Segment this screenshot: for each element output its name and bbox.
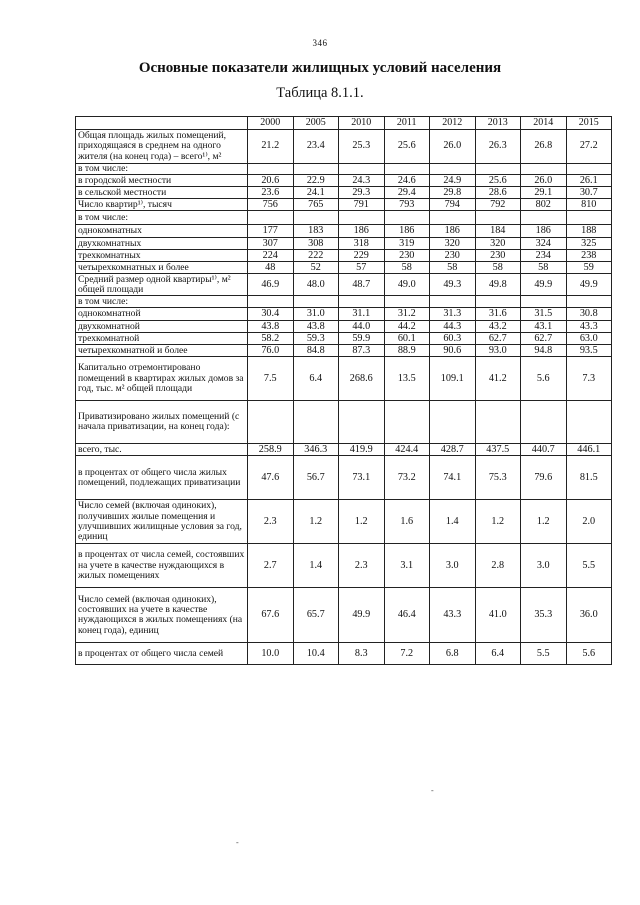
table-row (76, 130, 612, 164)
value-cell: 29.8 (430, 187, 476, 199)
row-label: трехкомнатных (76, 250, 248, 262)
value-cell: 319 (384, 238, 430, 250)
table-row (76, 211, 612, 225)
value-cell: 31.5 (521, 308, 567, 321)
value-cell: 41.2 (475, 357, 521, 401)
table-row (76, 250, 612, 262)
value-cell (430, 296, 476, 308)
value-cell: 1.6 (384, 500, 430, 544)
value-cell: 222 (293, 250, 339, 262)
value-cell: 60.3 (430, 333, 476, 345)
value-cell: 424.4 (384, 444, 430, 456)
value-cell: 3.1 (384, 544, 430, 588)
year-header-2015: 2015 (566, 117, 612, 130)
value-cell: 48 (248, 262, 294, 274)
value-cell: 21.2 (248, 130, 294, 164)
table-header-row (76, 117, 612, 130)
value-cell: 60.1 (384, 333, 430, 345)
value-cell: 794 (430, 199, 476, 211)
value-cell: 13.5 (384, 357, 430, 401)
value-cell: 58 (384, 262, 430, 274)
value-cell: 792 (475, 199, 521, 211)
value-cell: 6.4 (293, 357, 339, 401)
value-cell (475, 164, 521, 175)
value-cell: 65.7 (293, 588, 339, 643)
value-cell (475, 296, 521, 308)
value-cell: 30.8 (566, 308, 612, 321)
year-header-2014: 2014 (521, 117, 567, 130)
table-row (76, 321, 612, 333)
row-label: Приватизировано жилых помещений (с начала приватизации, на конец года): (76, 401, 248, 444)
value-cell: 446.1 (566, 444, 612, 456)
value-cell: 109.1 (430, 357, 476, 401)
value-cell: 87.3 (339, 345, 385, 357)
value-cell: 28.6 (475, 187, 521, 199)
value-cell: 6.4 (475, 643, 521, 665)
row-label: в том числе: (76, 164, 248, 175)
value-cell: 79.6 (521, 456, 567, 500)
value-cell (248, 164, 294, 175)
value-cell: 25.3 (339, 130, 385, 164)
value-cell: 30.4 (248, 308, 294, 321)
value-cell: 23.4 (293, 130, 339, 164)
value-cell: 41.0 (475, 588, 521, 643)
value-cell: 230 (430, 250, 476, 262)
value-cell: 10.4 (293, 643, 339, 665)
value-cell: 76.0 (248, 345, 294, 357)
row-label: двухкомнатной (76, 321, 248, 333)
value-cell (339, 211, 385, 225)
stray-mark: - (431, 786, 434, 795)
value-cell: 56.7 (293, 456, 339, 500)
value-cell: 58 (430, 262, 476, 274)
housing-indicators-table (75, 116, 612, 665)
value-cell: 44.0 (339, 321, 385, 333)
value-cell: 258.9 (248, 444, 294, 456)
value-cell: 320 (475, 238, 521, 250)
year-header-2012: 2012 (430, 117, 476, 130)
value-cell (521, 401, 567, 444)
row-label: трехкомнатной (76, 333, 248, 345)
value-cell (339, 401, 385, 444)
table-row (76, 308, 612, 321)
value-cell: 2.3 (339, 544, 385, 588)
value-cell: 2.7 (248, 544, 294, 588)
row-label: Число семей (включая одиноких), состоявших на учете в качестве нуждающихся в жилых помещениях (на конец года), единиц (76, 588, 248, 643)
table-row (76, 544, 612, 588)
value-cell: 793 (384, 199, 430, 211)
value-cell (430, 401, 476, 444)
value-cell: 428.7 (430, 444, 476, 456)
value-cell: 26.3 (475, 130, 521, 164)
year-header-2013: 2013 (475, 117, 521, 130)
value-cell: 186 (430, 225, 476, 238)
value-cell: 73.1 (339, 456, 385, 500)
value-cell (566, 164, 612, 175)
table-caption: Таблица 8.1.1. (276, 85, 364, 101)
row-label: четырехкомнатной и более (76, 345, 248, 357)
value-cell: 234 (521, 250, 567, 262)
value-cell: 184 (475, 225, 521, 238)
value-cell (475, 401, 521, 444)
value-cell (248, 296, 294, 308)
value-cell: 2.3 (248, 500, 294, 544)
value-cell: 791 (339, 199, 385, 211)
value-cell: 43.8 (248, 321, 294, 333)
value-cell: 44.2 (384, 321, 430, 333)
value-cell: 2.0 (566, 500, 612, 544)
value-cell: 36.0 (566, 588, 612, 643)
value-cell: 52 (293, 262, 339, 274)
value-cell: 49.0 (384, 274, 430, 296)
row-label: Общая площадь жилых помещений, приходящаяся в среднем на одного жителя (на конец года) – всего¹⁾, м² (76, 130, 248, 164)
value-cell: 29.3 (339, 187, 385, 199)
value-cell (566, 211, 612, 225)
value-cell: 1.2 (475, 500, 521, 544)
value-cell: 26.0 (521, 175, 567, 187)
table-row (76, 175, 612, 187)
row-label: в процентах от числа семей, состоявших на учете в качестве нуждающихся в жилых помещениях (76, 544, 248, 588)
value-cell: 93.0 (475, 345, 521, 357)
value-cell (521, 296, 567, 308)
value-cell: 229 (339, 250, 385, 262)
value-cell: 20.6 (248, 175, 294, 187)
value-cell (293, 164, 339, 175)
value-cell: 7.5 (248, 357, 294, 401)
page-number: 346 (312, 38, 328, 48)
value-cell: 43.3 (430, 588, 476, 643)
value-cell: 24.6 (384, 175, 430, 187)
table-row (76, 262, 612, 274)
value-cell: 346.3 (293, 444, 339, 456)
table-row (76, 456, 612, 500)
value-cell: 230 (475, 250, 521, 262)
value-cell: 58 (475, 262, 521, 274)
table-row (76, 274, 612, 296)
value-cell: 1.2 (521, 500, 567, 544)
value-cell (566, 296, 612, 308)
value-cell: 47.6 (248, 456, 294, 500)
value-cell: 7.2 (384, 643, 430, 665)
value-cell: 57 (339, 262, 385, 274)
value-cell: 188 (566, 225, 612, 238)
value-cell: 268.6 (339, 357, 385, 401)
value-cell: 320 (430, 238, 476, 250)
value-cell: 31.2 (384, 308, 430, 321)
value-cell (384, 164, 430, 175)
value-cell: 26.0 (430, 130, 476, 164)
value-cell: 8.3 (339, 643, 385, 665)
value-cell: 31.0 (293, 308, 339, 321)
value-cell: 3.0 (521, 544, 567, 588)
value-cell: 186 (521, 225, 567, 238)
value-cell: 49.9 (521, 274, 567, 296)
value-cell: 5.6 (566, 643, 612, 665)
value-cell: 26.8 (521, 130, 567, 164)
value-cell: 29.4 (384, 187, 430, 199)
value-cell (430, 164, 476, 175)
value-cell: 23.6 (248, 187, 294, 199)
value-cell (384, 401, 430, 444)
table-row (76, 296, 612, 308)
value-cell: 44.3 (430, 321, 476, 333)
value-cell: 31.6 (475, 308, 521, 321)
value-cell: 756 (248, 199, 294, 211)
table-row (76, 225, 612, 238)
row-label: в том числе: (76, 296, 248, 308)
value-cell (293, 296, 339, 308)
table-row (76, 500, 612, 544)
value-cell (475, 211, 521, 225)
value-cell: 59.3 (293, 333, 339, 345)
value-cell: 49.3 (430, 274, 476, 296)
value-cell: 24.1 (293, 187, 339, 199)
row-label: Число семей (включая одиноких), получивших жилые помещения и улучшивших жилищные условия за год, единиц (76, 500, 248, 544)
value-cell: 58.2 (248, 333, 294, 345)
value-cell: 6.8 (430, 643, 476, 665)
row-label: Число квартир¹⁾, тысяч (76, 199, 248, 211)
value-cell: 59.9 (339, 333, 385, 345)
value-cell: 325 (566, 238, 612, 250)
value-cell: 63.0 (566, 333, 612, 345)
row-label: четырехкомнатных и более (76, 262, 248, 274)
value-cell: 27.2 (566, 130, 612, 164)
value-cell: 49.9 (566, 274, 612, 296)
value-cell: 31.1 (339, 308, 385, 321)
value-cell: 5.6 (521, 357, 567, 401)
value-cell: 3.0 (430, 544, 476, 588)
value-cell: 93.5 (566, 345, 612, 357)
housing-indicators-table-container (75, 116, 611, 665)
value-cell: 90.6 (430, 345, 476, 357)
value-cell: 765 (293, 199, 339, 211)
table-row (76, 357, 612, 401)
row-label: двухкомнатных (76, 238, 248, 250)
value-cell (521, 164, 567, 175)
value-cell: 1.4 (293, 544, 339, 588)
value-cell: 802 (521, 199, 567, 211)
value-cell: 29.1 (521, 187, 567, 199)
value-cell: 186 (384, 225, 430, 238)
row-label: всего, тыс. (76, 444, 248, 456)
value-cell (339, 296, 385, 308)
value-cell: 183 (293, 225, 339, 238)
table-row (76, 444, 612, 456)
value-cell: 31.3 (430, 308, 476, 321)
value-cell: 84.8 (293, 345, 339, 357)
value-cell: 46.4 (384, 588, 430, 643)
value-cell: 88.9 (384, 345, 430, 357)
value-cell: 440.7 (521, 444, 567, 456)
value-cell: 308 (293, 238, 339, 250)
value-cell: 30.7 (566, 187, 612, 199)
year-header-2000: 2000 (248, 117, 294, 130)
table-row (76, 164, 612, 175)
page-title: Основные показатели жилищных условий населения (138, 60, 502, 76)
value-cell: 49.9 (339, 588, 385, 643)
table-body (76, 130, 612, 665)
value-cell: 186 (339, 225, 385, 238)
value-cell (384, 296, 430, 308)
value-cell: 67.6 (248, 588, 294, 643)
row-label: однокомнатной (76, 308, 248, 321)
value-cell: 74.1 (430, 456, 476, 500)
value-cell: 5.5 (521, 643, 567, 665)
value-cell: 43.2 (475, 321, 521, 333)
value-cell: 62.7 (521, 333, 567, 345)
value-cell: 810 (566, 199, 612, 211)
value-cell: 1.2 (293, 500, 339, 544)
table-row (76, 588, 612, 643)
value-cell: 94.8 (521, 345, 567, 357)
table-row (76, 401, 612, 444)
value-cell (248, 401, 294, 444)
row-label: однокомнатных (76, 225, 248, 238)
value-cell: 49.8 (475, 274, 521, 296)
value-cell: 43.1 (521, 321, 567, 333)
value-cell: 48.7 (339, 274, 385, 296)
value-cell (293, 401, 339, 444)
value-cell: 26.1 (566, 175, 612, 187)
row-label: Капитально отремонтировано помещений в квартирах жилых домов за год, тыс. м² общей площади (76, 357, 248, 401)
value-cell: 318 (339, 238, 385, 250)
value-cell (339, 164, 385, 175)
value-cell: 62.7 (475, 333, 521, 345)
value-cell: 1.2 (339, 500, 385, 544)
stray-mark: - (236, 838, 239, 847)
value-cell: 7.3 (566, 357, 612, 401)
value-cell: 238 (566, 250, 612, 262)
table-row (76, 345, 612, 357)
value-cell: 81.5 (566, 456, 612, 500)
value-cell: 230 (384, 250, 430, 262)
value-cell: 43.8 (293, 321, 339, 333)
value-cell: 75.3 (475, 456, 521, 500)
row-label: Средний размер одной квартиры¹⁾, м² общей площади (76, 274, 248, 296)
year-header-2011: 2011 (384, 117, 430, 130)
year-header-2010: 2010 (339, 117, 385, 130)
value-cell: 437.5 (475, 444, 521, 456)
row-label: в процентах от общего числа жилых помещений, подлежащих приватизации (76, 456, 248, 500)
value-cell: 1.4 (430, 500, 476, 544)
value-cell: 59 (566, 262, 612, 274)
row-label: в том числе: (76, 211, 248, 225)
value-cell: 43.3 (566, 321, 612, 333)
value-cell: 307 (248, 238, 294, 250)
value-cell: 46.9 (248, 274, 294, 296)
table-row (76, 333, 612, 345)
value-cell: 224 (248, 250, 294, 262)
value-cell: 25.6 (475, 175, 521, 187)
value-cell: 24.3 (339, 175, 385, 187)
value-cell: 5.5 (566, 544, 612, 588)
table-row (76, 199, 612, 211)
year-header-2005: 2005 (293, 117, 339, 130)
value-cell (248, 211, 294, 225)
value-cell (521, 211, 567, 225)
row-label: в процентах от общего числа семей (76, 643, 248, 665)
table-row (76, 643, 612, 665)
value-cell (384, 211, 430, 225)
table-row (76, 187, 612, 199)
row-label: в сельской местности (76, 187, 248, 199)
value-cell: 73.2 (384, 456, 430, 500)
value-cell: 419.9 (339, 444, 385, 456)
value-cell (430, 211, 476, 225)
value-cell: 22.9 (293, 175, 339, 187)
value-cell: 58 (521, 262, 567, 274)
value-cell: 177 (248, 225, 294, 238)
value-cell: 35.3 (521, 588, 567, 643)
table-row (76, 238, 612, 250)
value-cell: 2.8 (475, 544, 521, 588)
row-label: в городской местности (76, 175, 248, 187)
header-corner-cell (76, 117, 248, 130)
value-cell (293, 211, 339, 225)
value-cell (566, 401, 612, 444)
value-cell: 10.0 (248, 643, 294, 665)
value-cell: 324 (521, 238, 567, 250)
value-cell: 24.9 (430, 175, 476, 187)
value-cell: 48.0 (293, 274, 339, 296)
value-cell: 25.6 (384, 130, 430, 164)
